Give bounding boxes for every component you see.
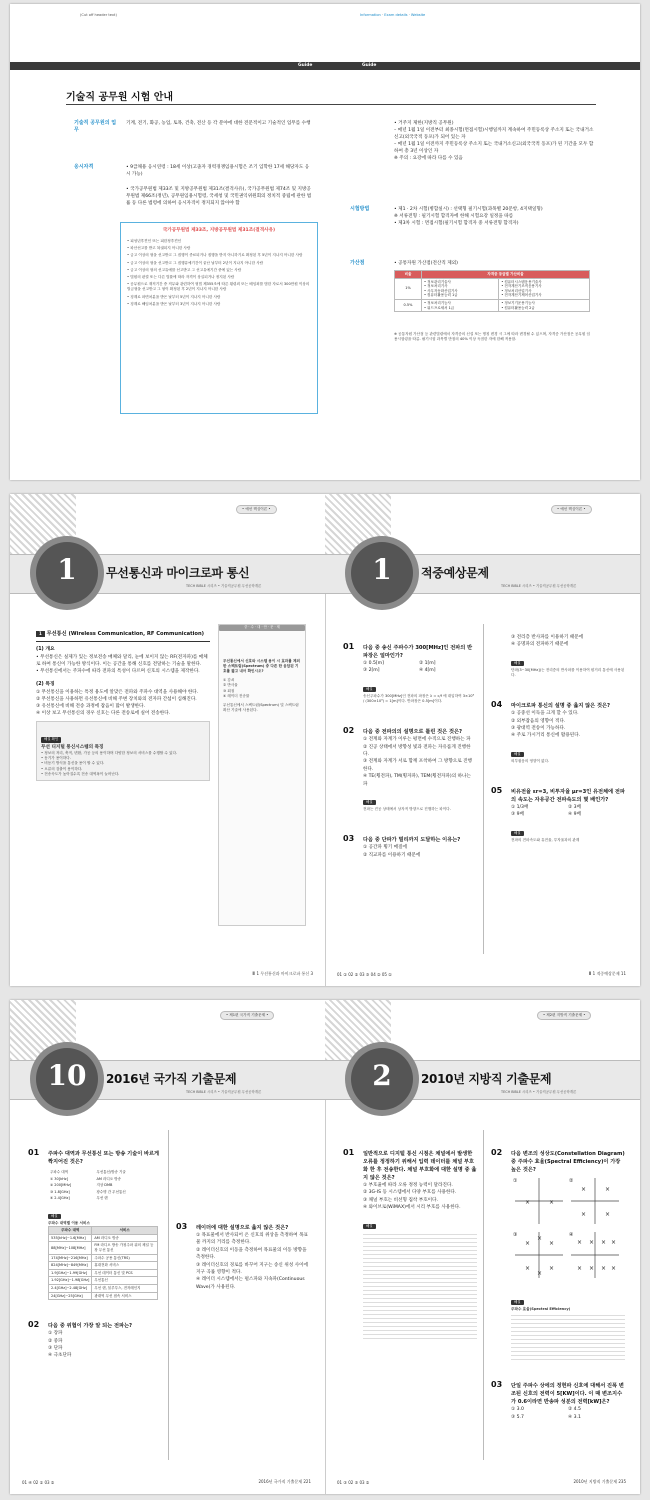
constellation-diagrams [511, 1174, 623, 1284]
explanation: 외부잡음의 영향이 없다. [511, 758, 550, 763]
svg-text:×: × [611, 1265, 617, 1272]
svg-text:×: × [525, 1240, 531, 1247]
page-theory [10, 494, 326, 986]
header-link-2[interactable]: Exam details [384, 13, 408, 17]
option[interactable]: ④ 2.4[GHz] [50, 1196, 70, 1201]
explanation-title: 주파수 효율(Spectral Efficiency) [511, 1307, 571, 1311]
question: 05 비유전율 εr=3, 비투자율 μr=3인 유전체에 전파의 속도는 자유공간 전파속도의 몇 배인가? ① 1/3배 ② 3배 ③ 9배 ④ 9배 해설 전파의 전파속도와 유전율, 투자율과의 관계 [491, 786, 625, 842]
label-pill: • 예선 핵심이론 • [551, 505, 592, 514]
question-column-right: ③ 전리층 반사파를 이용하기 때문에 ④ 공명파의 전파하기 때문에 해설 단파(3~30[MHz])는 전리층의 반사파를 이용하여 원거리 통신에 사용된다. 04 마이크로파 통신의 설명 중 옳지 않은 것은? ① 공중선 이득을 크게 할 수 있다. ② 외부잡음의 영향이 적다. ③ 광대역 전송이 가능하다. ④ 주로 가시거리 통신에 활용된다. 해설 외부잡음의 영향이 없다. 05 비유전율 εr=3, 비투자율 μr=3인 유전체에 전파의 속도는 자유공간 전파속도의 몇 배인가? ① 1/3배 ② 3배 ③ 9배 ④ 9배 해설 전파의 전파속도와 유전율, 투자율과의 관계 [491, 635, 625, 842]
spread-past-exams [10, 1000, 640, 1494]
question: 03 단일 주파수 상에의 정현파 신호에 대해서 진폭 변조된 신호의 전력이 5[KW]이다. 이 때 변조지수가 0.6이라면 반송파 성분의 전력[kW]은? ① 3.0 ② 4.5 ③ 5.7 ④ 3.1 [491, 1380, 624, 1420]
subsection-title: (1) 개요 [36, 647, 55, 652]
answer-strip: 01 ④ 02 ① 03 ② [22, 1480, 55, 1485]
explanation: 단파(3~30[MHz])는 전리층의 반사파를 이용하여 원거리 통신에 사용된다. [511, 667, 625, 678]
chapter-title: 무선통신과 마이크로파 통신 [106, 566, 250, 580]
svg-text:×: × [537, 1270, 543, 1277]
option[interactable]: ① 장파 [48, 1331, 63, 1337]
svg-text:×: × [605, 1186, 611, 1193]
option[interactable]: ② 1[m] [419, 661, 436, 666]
box-item: • 징계로 파면처분을 받은 날부터 5년이 지나지 아니한 사람 [127, 294, 221, 299]
option[interactable]: ④ 공명파의 전파하기 때문에 [511, 642, 569, 648]
option[interactable]: ④ 와이브로(WiMAX)에서 시리 부호를 사용한다. [363, 1205, 461, 1211]
bonus-note: ※ 공통자원 가산점 등 관련법령에서 자격증의 신설 또는 명칭 변경 시 그에 따라 변경될 수 있으며, 자격증 가산점은 공무원 임용시험령을 따름. 필기시험 과목별 만점의 40% 이상 득점한 자에 한해 적용함. [394, 332, 590, 342]
box-item: • 피성년후견인 또는 피한정후견인 [127, 239, 182, 243]
box-item: • 금고 이상의 형의 선고유예를 선고받고 그 선고유예기간 중에 있는 사람 [127, 267, 242, 272]
box-item: • 금고 이상의 형을 선고받고 그 집행이 종료되거나 집행을 받지 아니하기로 확정된 후 5년이 지나지 아니한 사람 [127, 253, 303, 258]
box-item: • 법원의 판결 또는 다른 법률에 따라 자격이 상실되거나 정지된 사람 [127, 275, 235, 280]
title-rule [66, 104, 596, 105]
option[interactable]: ④ 3.1 [568, 1414, 581, 1420]
box-item: • 금고 이상의 형을 선고받고 그 집행유예기간이 끝난 날부터 2년이 지나지 아니한 사람 [127, 260, 264, 265]
option[interactable]: ② 200[MHz] [50, 1183, 72, 1188]
diagram-label: ③ [513, 1232, 518, 1238]
svg-text:×: × [601, 1239, 607, 1246]
chapter-badge [345, 536, 419, 610]
svg-text:×: × [549, 1265, 555, 1272]
option[interactable]: ③ 단파 [48, 1345, 63, 1351]
page-footer: 2010년 지방직 기출문제 235 [573, 1479, 626, 1484]
section-heading: 1 무선통신 (Wireless Communication, RF Communication) [36, 630, 210, 638]
bonus-table-header: 자격증 등급별 가산비율 [422, 271, 590, 279]
option[interactable]: ③ 채널 부호는 비선형 집착 부호이다. [363, 1197, 439, 1203]
option[interactable]: ① 공중선 이득을 크게 할 수 있다. [511, 711, 579, 717]
diagram-label: ① [513, 1178, 518, 1184]
option[interactable]: ② 진공 상태에서 방향성 빛과 전파는 자유롭게 진행한다. [363, 744, 471, 758]
section-text-eligibility-2: • 국가공무원법 제33조 및 지방공무원법 제31조(결격사유), 국가공무원법 제74조 및 지방공무원법 제66조(정년), 공무원임용시험령, 국세청 및 국민권익위원회의 정치적 중립에 관한 법률 등 다른 법령에 의하여 응시자격이 정지되지 않아야 함 [126, 187, 312, 206]
svg-text:×: × [601, 1265, 607, 1272]
tip-title: 무선 디지털 통신시스템의 특징 [41, 745, 104, 750]
option[interactable]: ③ 5.7 [511, 1414, 524, 1420]
spread-chapter-1 [10, 494, 640, 986]
explanation-title: 주파수 대역별 이용 서비스 [48, 1220, 90, 1225]
box-title: 국가공무원법 제33조, 지방공무원법 제31조(결격사유) [162, 228, 276, 233]
chapter-title: 적중예상문제 [421, 566, 489, 580]
guide-band [10, 62, 640, 70]
page-footer: 2016년 국가직 기출문제 221 [258, 1479, 311, 1484]
tip-box [36, 721, 210, 781]
svg-text:×: × [581, 1186, 587, 1193]
bonus-items: • 정보처리기능사 • 워드프로세서 1급 [422, 299, 499, 311]
option[interactable]: ② 중파 [48, 1338, 63, 1344]
option[interactable]: ③ 1.8[GHz] [50, 1189, 70, 1194]
tip-item: • 비동기 방식을 통신을 용이 할 수 있다. [41, 761, 105, 766]
header-link-1[interactable]: Information [360, 13, 381, 17]
option[interactable]: ① 30[kHz] [50, 1176, 68, 1181]
question-number: 01 [343, 1148, 355, 1157]
side-box-option: ② 반사율 [223, 683, 238, 688]
side-box-option: ④ 레이더 전송률 [223, 693, 250, 698]
label-pill: • 제1편 국가직 기출문제 • [220, 1011, 274, 1020]
section-head-eligibility: 응시자격 [74, 164, 94, 170]
bonus-rate: 1% [395, 278, 422, 299]
chapter-subtitle: TECH BIBLE 시리즈 • 기술직공무원 무선공학개론 [501, 584, 577, 588]
bonus-table-header: 비율 [395, 271, 422, 279]
chapter-badge [30, 1042, 104, 1116]
section-text-method: • 제1 · 2차 시험(병합실시) : 선택형 필기시험(과목별 20문항, 4지택일형) ※ 서류전형 : 필기시험 합격자에 한해 시험요강 일정을 따름 • 제3차 시험 : 면접시험(필기시험 합격자 중 서류전형 합격자) [394, 207, 543, 226]
box-item: • 징계로 해임처분을 받은 날부터 3년이 지나지 아니한 사람 [127, 301, 221, 306]
box-item: • 파산선고를 받고 복권되지 아니한 사람 [127, 246, 191, 251]
option[interactable]: ③ 전계와 자계가 서로 함께 포착하여 그 방향으로 진행한다. [363, 759, 472, 772]
question-column-right [176, 1214, 310, 1291]
frequency-service-table: 주파수 대역 서비스 535[kHz]~1.6[MHz] AM 라디오 방송 88[MHz]~108[MHz] FM 라디오 방송 가청주파 위의 채널 등장 무선 통신 174[MHz]~216[MHz] 주파수 공용 통신(TRS) 824[MHz]~849[MHz] 휴대전화 서비스 1.9[GHz]~1.99[GHz] 무선 데이터 통신 및 PCS 1.92[GHz]~1.98[GHz] 무선통신 2.4[GHz]~2.48[GHz] 무선 랜, 블루투스, 전자레인지 24[GHz]~25[GHz] 광대역 무선 접속 서비스 [48, 1226, 158, 1300]
svg-text:×: × [605, 1211, 611, 1218]
question-column-left [343, 634, 475, 859]
question-number: 03 [176, 1222, 188, 1231]
page-2010-local [325, 1000, 640, 1494]
question-column-right: 02 다음 변조의 성상도(Constellation Diagram) 중 주파수 효율(Spectral Efficiency)이 가장 높은 것은? × × × × × × × × × × × × × × × × × × × × ① ② ③ ④ 해설 주파수 효율(Spectral Efficiency) 03 단일 주파수 상에의 정현파 신호에 대해서 진폭 변조된 신호의 전력이 5[KW]이다. 이 때 변조지수가 0.6이라면 반송파 성분의 전력[kW]은? ① 3.0 ② 4.5 ③ 5.7 ④ 3.1 [491, 1148, 625, 1420]
feature-item: ① 무선통신을 이용하는 특정 용도에 알맞은 전파와 주파수 대역을 사용해야 한다. [36, 690, 199, 695]
tip-item: • 동기가 용이하다. [41, 756, 71, 761]
tip-item: • 정보의 저리, 축적, 변환, 가공 등의 용이하며 다양한 정보의 서비스를 수행할 수 있다. [41, 751, 178, 755]
svg-text:×: × [589, 1239, 595, 1246]
svg-text:×: × [537, 1235, 543, 1242]
page-footer: Ⅲ 1 적중예상문제 11 [588, 971, 626, 976]
explanation: 전파는 진공 상태에서 상자적 방향으로 진행하는 파이다. [363, 807, 451, 812]
explanation-filler [363, 1231, 477, 1341]
option[interactable]: ② 4.5 [568, 1407, 581, 1413]
option[interactable]: ③ 9배 [511, 812, 524, 818]
option[interactable]: ④ 4[m] [419, 668, 436, 674]
section-head-bonus: 가산점 [350, 260, 365, 266]
svg-text:×: × [581, 1211, 587, 1218]
q1-options-table: 주파수 대역 무선통신/방송 기술 ① 30[kHz] AM 라디오 방송 ② 200[MHz] 지상 DMB ③ 1.8[GHz] 장수명 간 무선통신 ④ 2.4[GHz] 무선 랜 [48, 1169, 156, 1202]
option[interactable]: ③ 전리층 반사파를 이용하기 때문에 [511, 635, 584, 640]
question: 02 다음 중 위협이 가장 알 되는 전파는? ① 장파 ② 중파 ③ 단파 ④ 극초단파 [28, 1312, 162, 1360]
question-text: 일반적으로 디지털 통신 시점은 채널에서 발생한 오류를 정정하기 위해서 입력 데이터를 채널 부호화 한 후 전송한다. 채널 부호화에 대한 설명 중 옳지 않은 것은? [363, 1151, 477, 1181]
question: 03 다음 중 단파가 멀리까지 도달하는 이유는? ① 공간파 횡기 매질에 ② 직교파를 이용하기 때문에 [343, 826, 475, 859]
band-label-right: Guide [362, 63, 377, 68]
chapter-subtitle: TECH BIBLE 시리즈 • 기술직공무원 무선공학개론 [501, 1090, 577, 1094]
question-number: 01 [28, 1148, 40, 1157]
side-box-question: 무선통신에서 신호와 시스템 용이 시 효과를 제외한 스펙트럼(Spectrum) 중 다른 한 응답된 기호를 짧고 내어 확인시오? [223, 658, 300, 673]
answer-strip: 01 ① 02 ② 03 ③ 04 ② 05 ① [337, 972, 392, 977]
option[interactable]: ② 외부잡음의 영향이 적다. [511, 718, 566, 724]
option[interactable]: ④ 주로 가시거리 통신에 활용된다. [511, 733, 581, 739]
chapter-subtitle: TECH BIBLE 시리즈 • 기술직공무원 무선공학개론 [186, 1090, 262, 1094]
question: 04 마이크로파 통신의 설명 중 옳지 않은 것은? ① 공중선 이득을 크게 할 수 있다. ② 외부잡음의 영향이 적다. ③ 광대역 전송이 가능하다. ④ 주로 가시거리 통신에 활용된다. 해설 외부잡음의 영향이 없다. [491, 692, 625, 764]
chapter-title: 2010년 지방직 기출문제 [421, 1072, 552, 1086]
feature-item: ③ 유선통신에 비해 전송 과정에 잡음이 많이 발생한다. [36, 704, 145, 709]
question-column-left: 01 주파수 대역과 무선통신 또는 방송 기술이 바르게 짝지어진 것은? 주파수 대역 무선통신/방송 기술 ① 30[kHz] AM 라디오 방송 ② 200[MHz] 지상 DMB ③ 1.8[GHz] 장수명 간 무선통신 ④ 2.4[GHz] 무선 랜 해설 주파수 대역별 이용 서비스 주파수 대역 서비스 535[kHz]~1.6[MHz] AM 라디오 방송 88[MHz]~108[MHz] FM 라디오 방송 가청주파 위의 채널 등장 무선 통신 174[MHz]~216[MHz] 주파수 공용 통신(TRS) 824[MHz]~849[MHz] 휴대전화 서비스 1.9[GHz]~1.99[GHz] 무선 데이터 통신 및 PCS 1.92[GHz]~1.98[GHz] 무선통신 2.4[GHz]~2.48[GHz] 무선 랜, 블루투스, 전자레인지 24[GHz]~25[GHz] 광대역 무선 접속 서비스 02 다음 중 위협이 가장 알 되는 전파는? ① 장파 ② 중파 ③ 단파 ④ 극초단파 [28, 1140, 162, 1360]
label-pill: • 예선 핵심이론 • [236, 505, 277, 514]
side-box-explanation: 무선통신에서 스펙트럼(Spectrum) 및 스펙트럼 확산 기술에 사용된다. [223, 702, 299, 713]
table-header: 서비스 [92, 1227, 158, 1235]
running-header: (Cut off header text) [80, 13, 117, 17]
section-head-duties: 기술직 공무원의 업무 [74, 120, 117, 133]
option[interactable]: ② 3배 [568, 805, 581, 811]
svg-text:×: × [577, 1239, 583, 1246]
answer-strip: 01 ③ 02 ③ 03 ② [337, 1480, 370, 1485]
bonus-table [394, 270, 590, 312]
option[interactable]: ② 3G-IS 등 시스템에서 다양 부호를 사용한다. [363, 1190, 457, 1196]
svg-text:×: × [549, 1240, 555, 1247]
question-text: 다음 변조의 성상도(Constellation Diagram) 중 주파수 효율(Spectral Efficiency)이 가장 높은 것은? [511, 1151, 625, 1173]
chapter-badge [30, 536, 104, 610]
chapter-number: 2 [372, 1059, 392, 1092]
chapter-number: 1 [372, 553, 392, 586]
option[interactable]: ① 0.5[m] [363, 661, 384, 666]
header-link-3[interactable]: Website [410, 13, 426, 17]
bonus-items: • 컴퓨터시스템응용기술사 • 전자계산기조직응용기사 • 정보처리산업기사 • 전자계산기제어산업기사 [499, 278, 590, 299]
section-head-method: 시험방법 [350, 206, 370, 212]
side-box-tag: 중 · 수 · 대 · 안 · 문 · 제 [219, 625, 305, 631]
option[interactable]: ④ 9배 [568, 812, 581, 818]
section-text-duties: 기계, 전기, 화공, 농업, 토목, 건축, 전산 등 각 분야에 대한 전문적이고 기술적인 업무를 수행 [126, 121, 311, 126]
tip-label: 해설 확인 [41, 737, 61, 743]
svg-text:×: × [525, 1199, 531, 1206]
question: 01 다음 중 송신 주파수가 300[MHz]인 전파의 반파장은 얼마인가? ① 0.5[m] ② 1[m] ③ 2[m] ④ 4[m] 해설 송신주파수가 300[MHz]인 전파의 파장은 λ = c/f 에 대입하여 3×10⁸ / (300×10⁶) = 1[m]이다. 반파장은 0.5[m]이다. [343, 642, 475, 704]
page-footer: Ⅲ 1 무선통신과 마이크로파 통신 3 [252, 971, 313, 976]
disqualification-box [120, 222, 318, 414]
explanation: 송신주파수가 300[MHz]인 전파의 파장은 λ = c/f 에 대입하여 3×10⁸ / (300×10⁶) = 1[m]이다. 반파장은 0.5[m]이다. [363, 693, 475, 704]
option[interactable]: ① 3.0 [511, 1407, 524, 1413]
box-item: • 공무원으로 재직기간 중 직무와 관련하여 형법 제355조에 따른 횡령죄 또는 배임죄를 범한 자로서 300만원 이상의 벌금형을 선고받고 그 형이 확정된 후 2년이 지나지 아니한 사람 [127, 282, 310, 292]
question-number: 02 [491, 1148, 503, 1157]
svg-text:×: × [549, 1199, 555, 1206]
option[interactable]: ① 1/3배 [511, 805, 529, 811]
tip-item: • 전송속도가 높아질수록 전송 대역폭이 늘어난다. [41, 771, 120, 776]
bonus-items: • 정보기기운용기능사 • 컴퓨터활용능력 2급 [499, 299, 590, 311]
option[interactable]: ① 부호율에 따라 오류 정정 능력이 달라진다. [363, 1183, 453, 1188]
svg-text:×: × [577, 1265, 583, 1272]
feature-item: ② 무선통신을 사용하면 유선통신에 비해 주변 장치와의 전자파 간섭이 심해진다. [36, 697, 197, 702]
page-2016-national [10, 1000, 326, 1494]
option[interactable]: ③ 광대역 전송이 가능하다. [511, 726, 566, 732]
diagram-label: ④ [569, 1232, 574, 1238]
header-links: Information · Exam details · Website [360, 13, 426, 17]
option[interactable]: ① 공간파 횡기 매질에 [363, 845, 408, 851]
chapter-title: 2016년 국가직 기출문제 [106, 1072, 237, 1086]
subsection-title: (2) 특징 [36, 682, 55, 687]
feature-item: ④ 이상 보고 무선통신의 경우 신호는 다른 전송로에 실어 전송한다. [36, 711, 171, 716]
table-header: 주파수 대역 [50, 1170, 69, 1174]
page-title: 기술직 공무원 시험 안내 [66, 92, 174, 103]
diagram-label: ② [569, 1178, 574, 1184]
side-box-option: ① 감쇠 [223, 678, 235, 683]
section-text-bonus: • 공통자원 가산점(전산직 제외) [394, 261, 458, 266]
explanation-filler [511, 1312, 625, 1360]
paragraph: • 무선통신은 실제가 있는 정보전송 매체와 달리, 눈에 보이지 않는 RF(전자파)를 매체로 하여 통신이 가능한 방식이다. 이는 공간을 통해 신호를 전달하는 기술을 말한다. [36, 655, 208, 667]
svg-text:×: × [525, 1265, 531, 1272]
option[interactable]: ① 목표물에서 반사되어 온 신호의 위상을 측정하여 목표물 까지의 거리를 측정한다. [196, 1233, 308, 1246]
chapter-badge [345, 1042, 419, 1116]
option[interactable]: ④ 레이더 시스템에서는 펄스파와 지속파(Continuous Wave)가 사용된다. [196, 1277, 305, 1290]
option[interactable]: ② 직교파를 이용하기 때문에 [363, 852, 421, 858]
option[interactable]: ④ TE(횡전파), TM(횡자파), TEM(횡전자파)의 하나는 파 [363, 774, 471, 787]
label-pill: • 제2편 지방직 기출문제 • [537, 1011, 591, 1020]
explanation: 전파의 전파속도와 유전율, 투자율과의 관계 [511, 837, 580, 842]
bonus-rate: 0.5% [395, 299, 422, 311]
question-text: 레이더에 대한 설명으로 옳지 않은 것은? [196, 1225, 289, 1231]
page-practice [325, 494, 640, 986]
bonus-items: • 정보관리기술사 • 정보처리기사 • 사무자동화산업기사 • 컴퓨터활용능력 1급 [422, 278, 499, 299]
option[interactable]: ③ 2[m] [363, 668, 380, 674]
theory-column [36, 630, 210, 781]
paragraph: • 무선통신에서는 주파수에 따라 전파의 특성이 다르며 신호의 시스템을 제작한다. [36, 669, 200, 674]
option[interactable]: ③ 레이더신호의 경로를 바꾸어 지구는 송신 위성 사이에 지구 곡률 영향이 적다. [196, 1262, 308, 1276]
tip-item: • 오류의 검출이 용이하다. [41, 766, 83, 771]
svg-text:×: × [611, 1239, 617, 1246]
option[interactable]: ② 레이더신호의 이동을 측정하여 목표물의 이동 방향을 측정한다. [196, 1247, 307, 1261]
chapter-subtitle: TECH BIBLE 시리즈 • 기술직공무원 무선공학개론 [186, 584, 262, 588]
question-column-left: 01 일반적으로 디지털 통신 시점은 채널에서 발생한 오류를 정정하기 위해서 입력 데이터를 채널 부호화 한 후 전송한다. 채널 부호화에 대한 설명 중 옳지 않은 것은? ① 부호율에 따라 오류 정정 능력이 달라진다. ② 3G-IS 등 시스템에서 다양 부호를 사용한다. ③ 채널 부호는 비선형 집착 부호이다. ④ 와이브로(WiMAX)에서 시리 부호를 사용한다. 해설 [343, 1140, 477, 1341]
question-text: 주파수 대역과 무선통신 또는 방송 기술이 바르게 짝지어진 것은? [48, 1151, 160, 1165]
chapter-number: 1 [57, 553, 77, 586]
spread-exam-guide [10, 4, 640, 480]
question: 02 다음 중 전파의의 설명으로 틀린 것은 것은? ① 전계와 자계가 이루는 평면에 수직으로 진행하는 파 ② 진공 상태에서 방향성 빛과 전파는 자유롭게 진행한다. ③ 전계와 자계가 서로 함께 포착하여 그 방향으로 진행한다. ④ TE(횡전파), TM(횡자파), TEM(횡전자파)의 하나는 파 해설 전파는 진공 상태에서 상자적 방향으로 진행하는 파이다. [343, 718, 475, 812]
side-question-box [218, 624, 306, 926]
option[interactable]: ① 전계와 자계가 이루는 평면에 수직으로 진행하는 파 [363, 737, 471, 743]
svg-text:×: × [589, 1265, 595, 1272]
section-text-eligibility: • 9급채용 응시연령 : 18세 이상(고졸자 경력경쟁임용시험은 조기 입학한 17세 해당자도 응시 가능) [126, 165, 310, 177]
side-box-option: ③ 회절 [223, 688, 235, 693]
table-header: 무선통신/방송 기술 [96, 1170, 126, 1174]
residency-text: • 거주지 제한(지방직 공무원) – 매년 1월 1일 이전부터 최종시험(면접시험)시행일까지 계속하여 주민등록상 주소지 또는 국내거소신고(외국국적 동포)가 되어 있는 자 – 매년 1월 1일 이전까지 주민등록상 주소지 또는 국내거소신고(외국국적 동포)가 된 기간을 모두 합하여 총 3년 이상인 자 ※ 주의 : 요강에 따라 다를 수 있음 [394, 121, 594, 161]
option[interactable]: ④ 극초단파 [48, 1353, 72, 1359]
chapter-number: 10 [47, 1059, 87, 1092]
table-header: 주파수 대역 [49, 1227, 92, 1235]
band-label-left: Guide [298, 63, 313, 68]
